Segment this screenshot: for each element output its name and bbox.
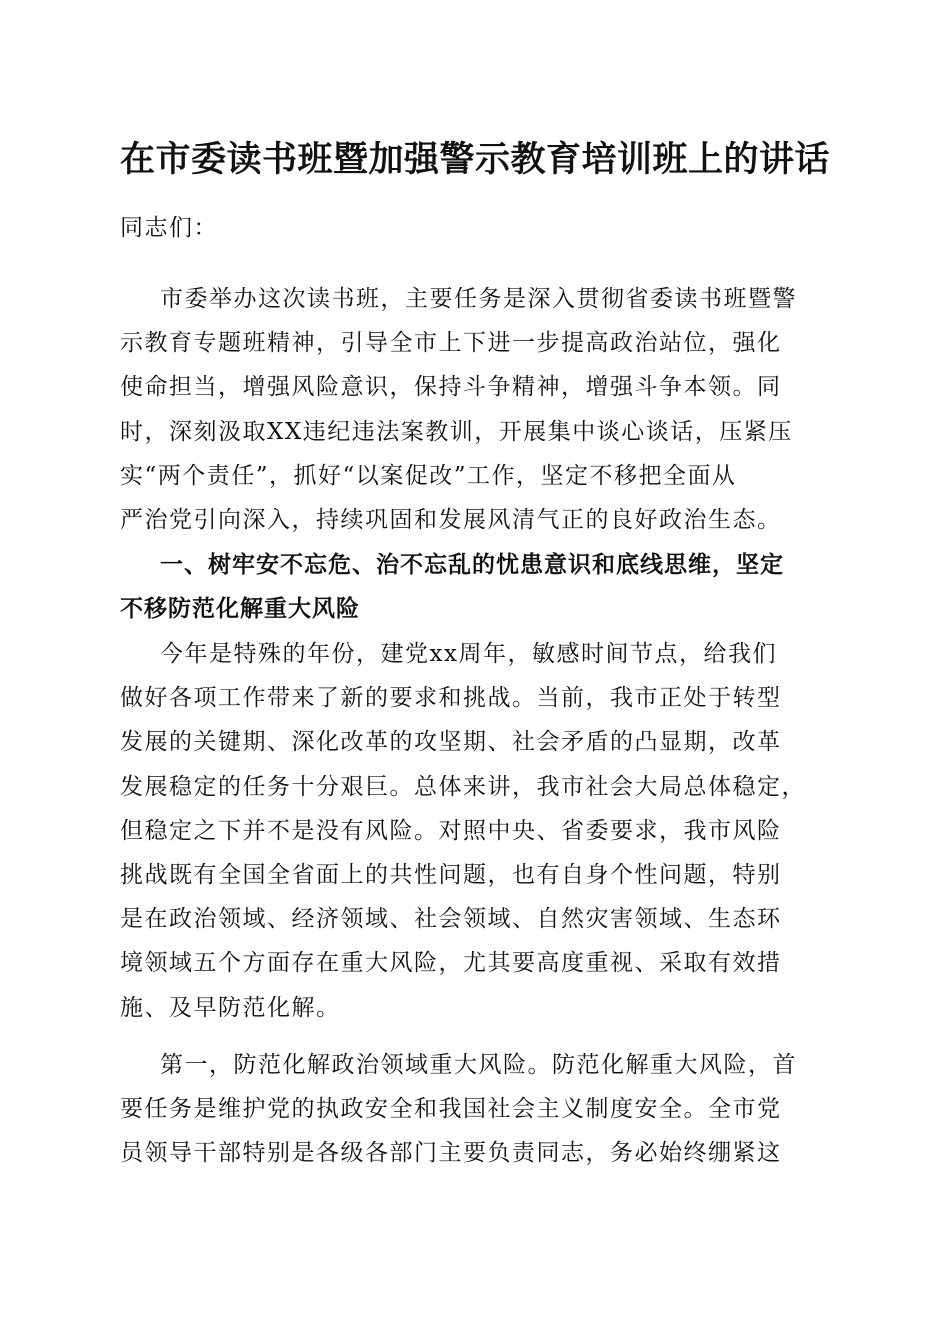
paragraph-political-risk bbox=[120, 1043, 825, 1176]
text-line: 发展的关键期、深化改革的攻坚期、社会矛盾的凸显期，改革 bbox=[120, 729, 782, 756]
text-line: 员领导干部特别是各级各部门主要负责同志，务必始终绷紧这 bbox=[120, 1140, 782, 1167]
text-line: 境领域五个方面存在重大风险，尤其要高度重视、采取有效措 bbox=[120, 950, 782, 977]
text-line: 挑战既有全国全省面上的共性问题，也有自身个性问题，特别 bbox=[120, 861, 782, 888]
text-line: 实“两个责任”，抓好“以案促改”工作，坚定不移把全面从 bbox=[120, 462, 737, 489]
text-line: 施、及早防范化解。 bbox=[120, 994, 341, 1021]
text-line: 示教育专题班精神，引导全市上下进一步提高政治站位，强化 bbox=[120, 330, 782, 357]
section-heading-1 bbox=[120, 543, 825, 631]
text-line: 但稳定之下并不是没有风险。对照中央、省委要求，我市风险 bbox=[120, 817, 782, 844]
paragraph-risk-overview bbox=[120, 632, 825, 1030]
paragraph-intro bbox=[120, 277, 825, 542]
text-line: 做好各项工作带来了新的要求和挑战。当前，我市正处于转型 bbox=[120, 685, 782, 712]
heading-line: 一、树牢安不忘危、治不忘乱的忧患意识和底线思维，坚定 bbox=[160, 552, 784, 578]
text-line: 第一，防范化解政治领域重大风险。防范化解重大风险，首 bbox=[160, 1052, 797, 1078]
greeting-line: 同志们： bbox=[120, 215, 218, 241]
greeting bbox=[120, 206, 825, 250]
text-line: 发展稳定的任务十分艰巨。总体来讲，我市社会大局总体稳定， bbox=[120, 773, 806, 800]
text-line: 要任务是维护党的执政安全和我国社会主义制度安全。全市党 bbox=[120, 1096, 782, 1123]
document-title: 在市委读书班暨加强警示教育培训班上的讲话 bbox=[119, 139, 830, 180]
text-line: 时，深刻汲取XX违纪违法案教训，开展集中谈心谈话，压紧压 bbox=[120, 418, 793, 445]
text-line: 严治党引向深入，持续巩固和发展风清气正的良好政治生态。 bbox=[120, 506, 782, 533]
text-line: 市委举办这次读书班，主要任务是深入贯彻省委读书班暨警 bbox=[160, 286, 797, 312]
text-line: 是在政治领域、经济领域、社会领域、自然灾害领域、生态环 bbox=[120, 906, 782, 933]
heading-line: 不移防范化解重大风险 bbox=[120, 596, 360, 623]
text-line: 今年是特殊的年份，建党xx周年，敏感时间节点，给我们 bbox=[160, 641, 777, 667]
text-line: 使命担当，增强风险意识，保持斗争精神，增强斗争本领。同 bbox=[120, 374, 782, 401]
